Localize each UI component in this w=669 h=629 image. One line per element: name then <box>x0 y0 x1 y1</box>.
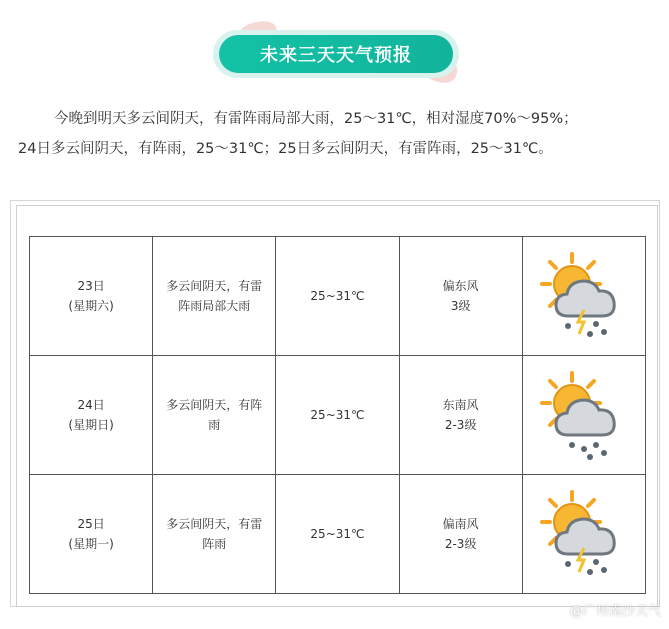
wind-cell <box>399 475 522 594</box>
weather-cell: 多云间阴天，有雷阵雨局部大雨 <box>153 237 276 356</box>
date: 24日 <box>77 398 105 412</box>
wind-level: 2-3级 <box>444 418 477 432</box>
wind-level: 3级 <box>450 299 471 313</box>
table-row <box>30 475 646 594</box>
weekday: (星期六) <box>68 299 114 313</box>
wind-direction: 偏南风 <box>442 517 479 531</box>
page-title: 未来三天天气预报 <box>219 35 453 73</box>
date: 25日 <box>77 517 105 531</box>
weather-cell: 多云间阴天，有阵雨 <box>153 356 276 475</box>
date-cell <box>30 475 153 594</box>
forecast-table <box>29 236 646 594</box>
summary-line-2: 24日多云间阴天，有阵雨，25～31℃；25日多云间阴天，有雷阵雨，25～31℃。 <box>18 141 553 157</box>
date-cell <box>30 356 153 475</box>
table-row <box>30 356 646 475</box>
temperature-cell: 25~31℃ <box>276 356 399 475</box>
table-row <box>30 237 646 356</box>
forecast-summary <box>18 104 658 164</box>
partly-cloudy-shower-rain-icon <box>538 369 630 461</box>
wind-direction: 偏东风 <box>442 279 479 293</box>
wind-direction: 东南风 <box>442 398 479 412</box>
banner-outer <box>213 30 459 78</box>
weekday: (星期日) <box>68 418 114 432</box>
wind-level: 2-3级 <box>444 537 477 551</box>
weather-icon-cell <box>522 356 645 475</box>
weather-cell: 多云间阴天，有雷阵雨 <box>153 475 276 594</box>
weather-icon-cell <box>522 237 645 356</box>
date-cell <box>30 237 153 356</box>
summary-line-1: 今晚到明天多云间阴天，有雷阵雨局部大雨，25～31℃，相对湿度70%～95%； <box>54 111 578 127</box>
temperature-cell: 25~31℃ <box>276 475 399 594</box>
temperature-cell: 25~31℃ <box>276 237 399 356</box>
weather-icon-cell <box>522 475 645 594</box>
partly-cloudy-thunderstorm-rain-icon <box>538 488 630 580</box>
wind-cell <box>399 237 522 356</box>
weekday: (星期一) <box>68 537 114 551</box>
partly-cloudy-thunderstorm-rain-icon <box>538 250 630 342</box>
date: 23日 <box>77 279 105 293</box>
title-banner <box>213 22 459 82</box>
watermark: @广州南沙天气 <box>569 604 661 619</box>
wind-cell <box>399 356 522 475</box>
